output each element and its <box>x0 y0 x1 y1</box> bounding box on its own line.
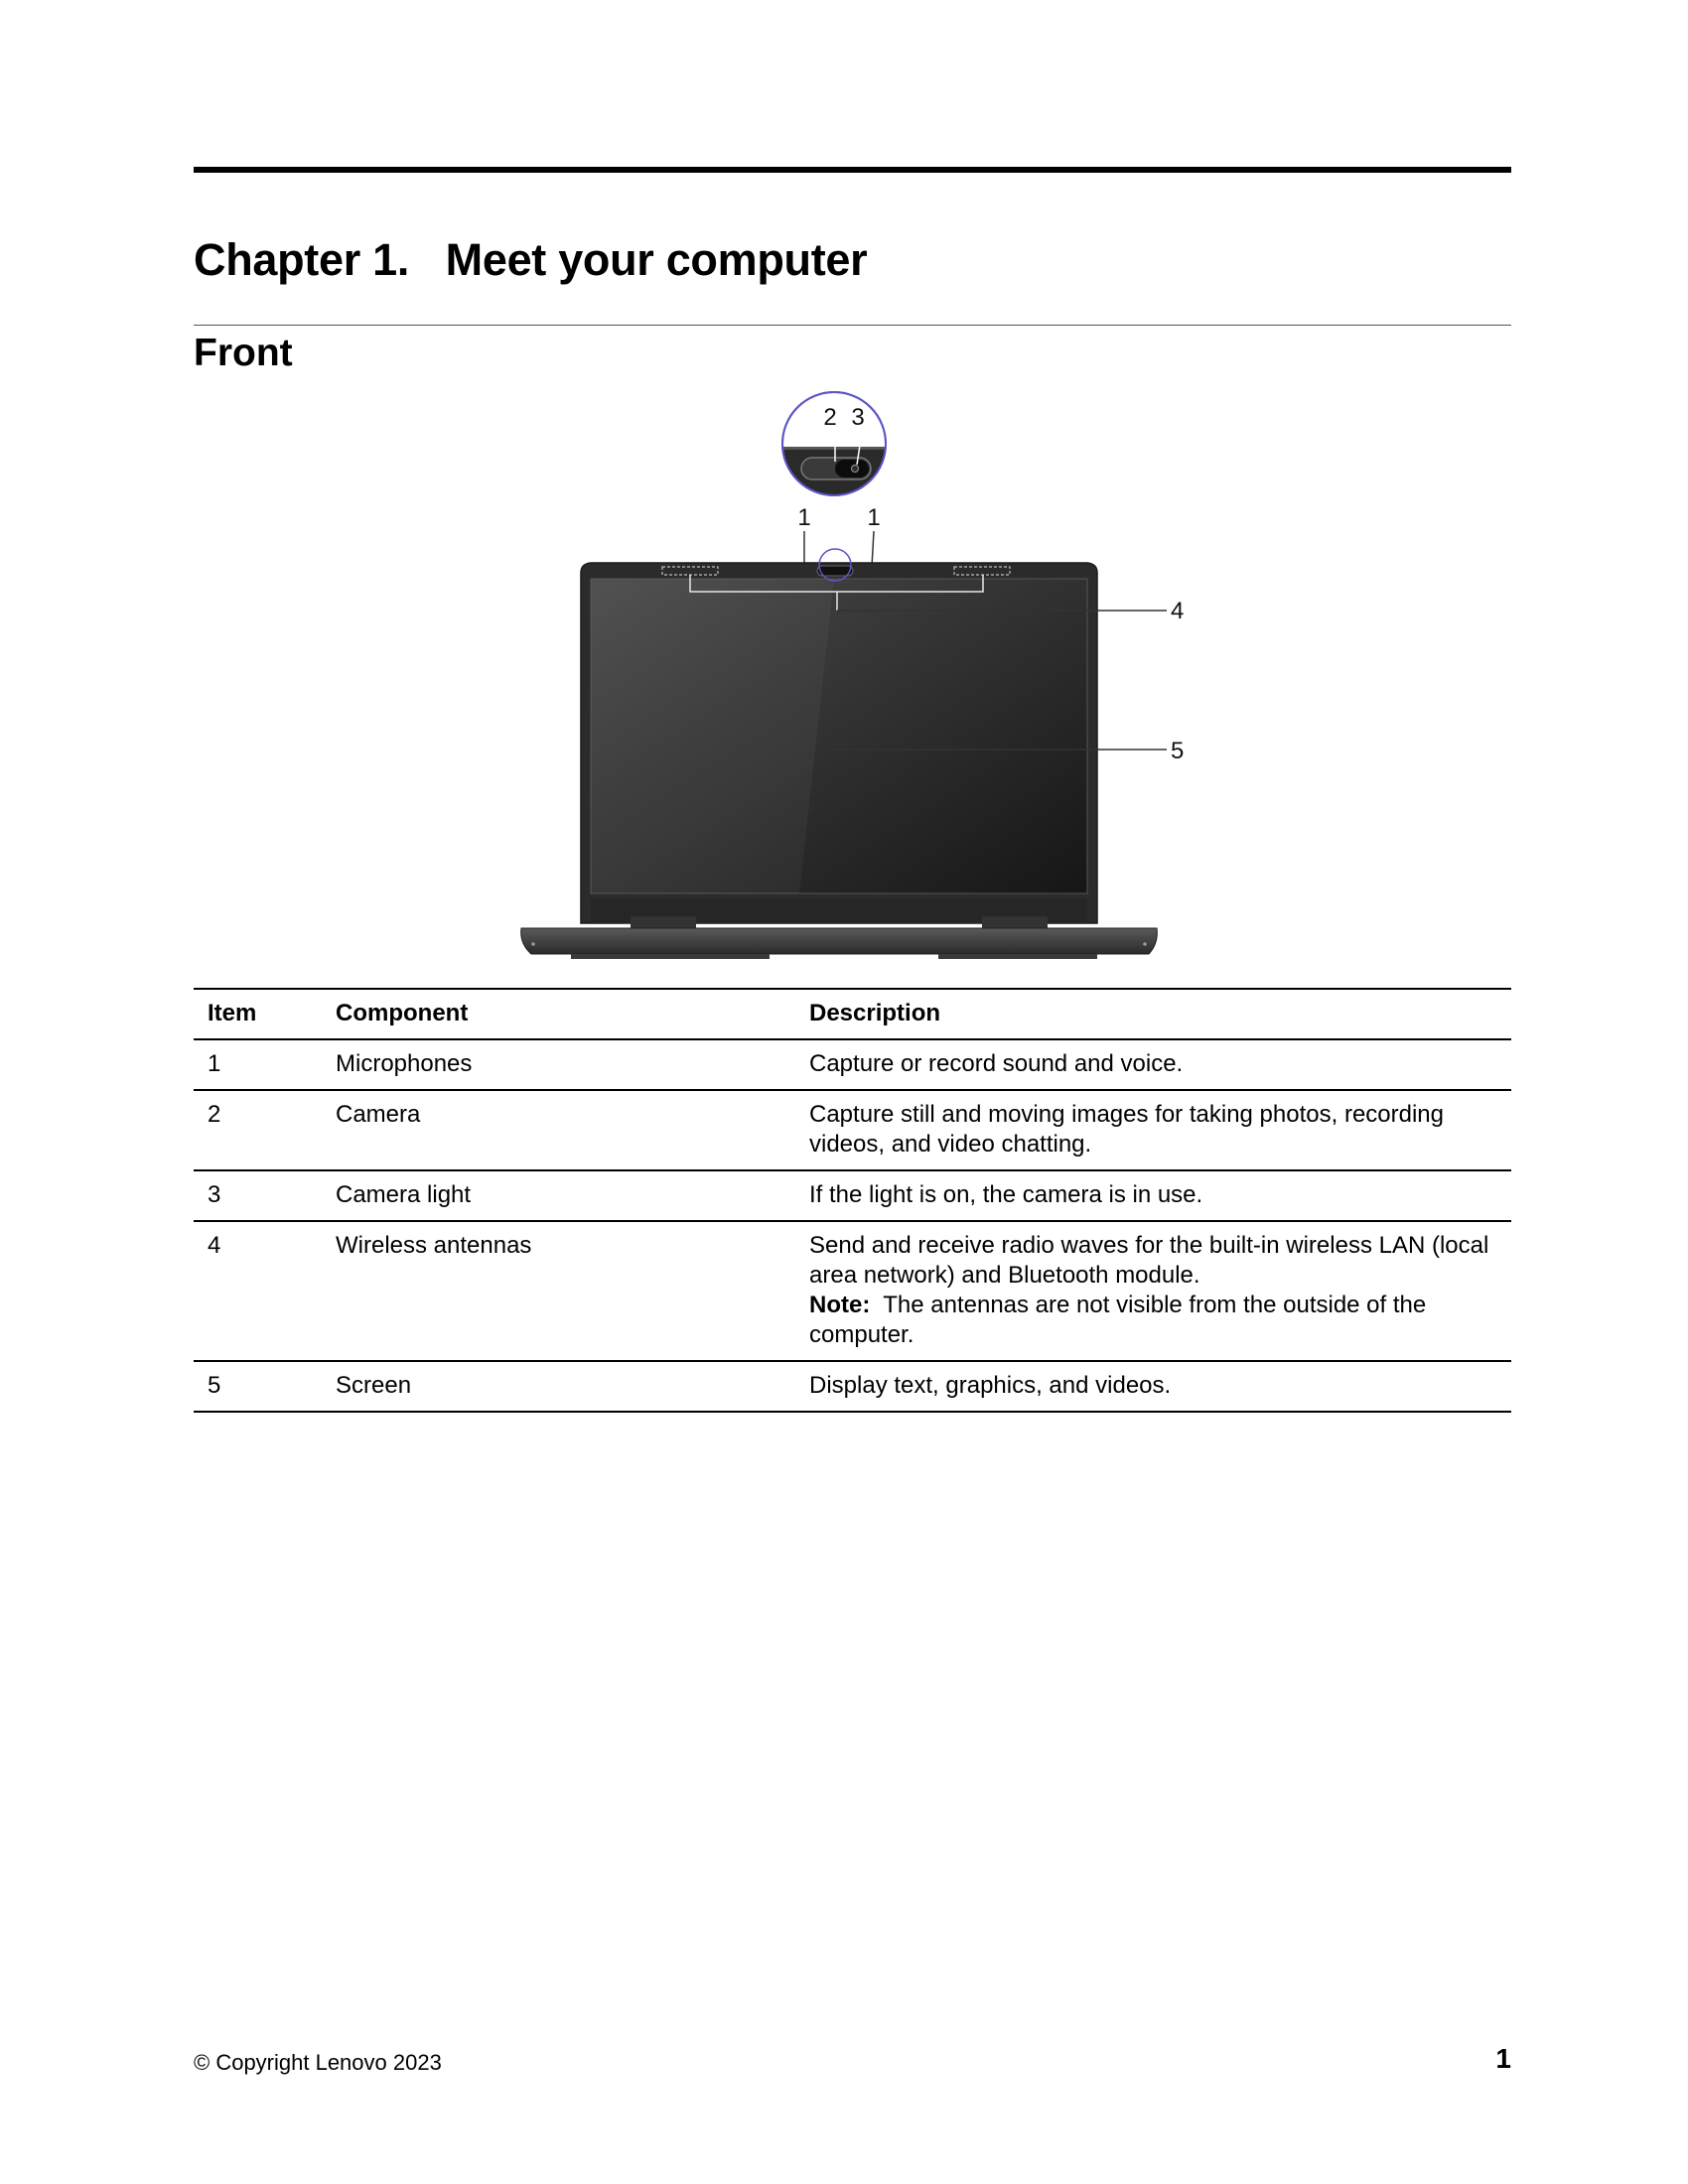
table-row <box>194 1361 1511 1412</box>
chapter-title: Chapter 1. Meet your computer <box>194 234 868 285</box>
callout-2: 2 <box>823 404 837 431</box>
item-number: 4 <box>194 1221 322 1361</box>
component-name: Camera light <box>322 1170 795 1221</box>
note-label: Note: <box>809 1292 871 1318</box>
table-row <box>194 1090 1511 1170</box>
component-description-cell <box>795 1221 1511 1361</box>
footer-copyright: © Copyright Lenovo 2023 <box>194 2050 442 2075</box>
laptop-front-figure <box>501 382 1216 968</box>
item-number: 3 <box>194 1170 322 1221</box>
component-name: Camera <box>322 1090 795 1170</box>
component-description: Capture still and moving images for taking photos, recording videos, and video chatting. <box>795 1090 1511 1170</box>
item-number: 1 <box>194 1039 322 1090</box>
component-name: Wireless antennas <box>322 1221 795 1361</box>
callout-5: 5 <box>1171 738 1185 764</box>
header-item: Item <box>194 989 322 1039</box>
component-description: Send and receive radio waves for the built-in wireless LAN (local area network) and Bluetooth module. <box>809 1232 1489 1289</box>
laptop-lid <box>581 549 1097 923</box>
table-row <box>194 1170 1511 1221</box>
component-description: If the light is on, the camera is in use. <box>795 1170 1511 1221</box>
section-title: Front <box>194 332 293 374</box>
callout-4: 4 <box>1171 598 1185 624</box>
component-name: Microphones <box>322 1039 795 1090</box>
component-description: Display text, graphics, and videos. <box>795 1361 1511 1412</box>
component-name: Screen <box>322 1361 795 1412</box>
callout-3: 3 <box>851 404 865 431</box>
page-number: 1 <box>1495 2043 1511 2074</box>
top-rule <box>194 167 1511 173</box>
component-description: Capture or record sound and voice. <box>795 1039 1511 1090</box>
note-text: The antennas are not visible from the outside of the computer. <box>809 1292 1427 1348</box>
item-number: 2 <box>194 1090 322 1170</box>
table-row <box>194 1039 1511 1090</box>
header-description: Description <box>795 989 1511 1039</box>
item-number: 5 <box>194 1361 322 1412</box>
callout-1-right: 1 <box>867 504 881 531</box>
chapter-divider <box>194 325 1511 326</box>
callout-1-left: 1 <box>797 504 811 531</box>
note <box>809 1291 1497 1350</box>
components-table <box>194 988 1511 1413</box>
table-header-row <box>194 989 1511 1039</box>
header-component: Component <box>322 989 795 1039</box>
table-row <box>194 1221 1511 1361</box>
